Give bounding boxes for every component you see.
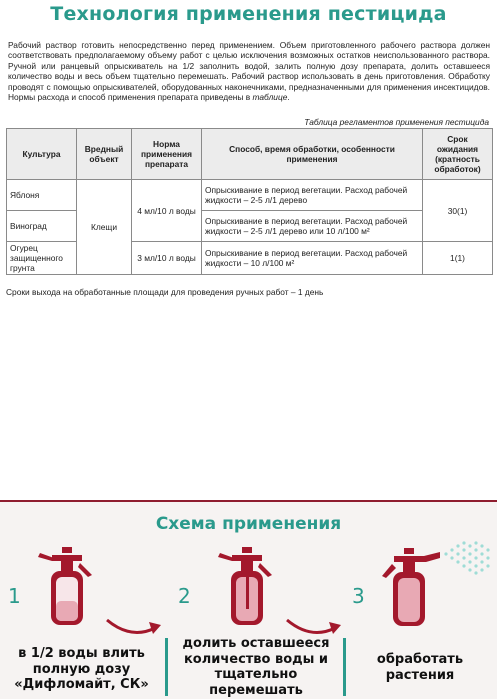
scheme-title: Схема применения [155, 514, 342, 534]
header-wait: Срок ожидания (кратность обработок) [423, 129, 493, 180]
step-text-2: долить оставшееся количество воды и тщательно перемешать [182, 636, 330, 698]
step-text-1: в 1/2 воды влить полную дозу «Дифломайт, СК» [14, 646, 149, 692]
cell-method: Опрыскивание в период вегетации. Расход рабочей жидкости – 10 л/100 м² [202, 242, 423, 275]
cell-culture: Яблоня [7, 180, 77, 211]
cell-method: Опрыскивание в период вегетации. Расход рабочей жидкости – 2-5 л/1 дерево [202, 180, 423, 211]
header-norm: Норма применения препарата [132, 129, 202, 180]
arrow-right-icon [105, 612, 165, 640]
cell-wait: 30(1) [423, 180, 493, 242]
intro-text: Рабочий раствор готовить непосредственно перед применением. Объем приготовленного рабочего раствора должен соответствовать предполагаемому объему работ с целью исключения возможных остатков неиспользованного раствора. Ручной или ранцевый опрыскиватель на 1/2 заполнить водой, залить полную дозу препарата, долить оставшееся количество воды и весь объем тщательно перемешать. Рабочий раствор использовать в день приготовления. Обработку проводят с помощью опрыскивателей, оборудованных наконечниками, предназначенными для применения инсектицидов. Нормы расхода и способ применения препарата приведены в [8, 40, 490, 103]
sprayer-icon [210, 545, 290, 627]
sprayer-icon [30, 545, 110, 627]
table-caption: Таблица регламентов применения пестицида [304, 117, 489, 127]
page-title: Технология применения пестицида [50, 3, 447, 25]
step-separator [165, 638, 168, 696]
header-culture: Культура [7, 129, 77, 180]
step-number-2: 2 [178, 584, 191, 608]
intro-paragraph [8, 40, 490, 102]
intro-table-ref: таблице [252, 92, 288, 103]
step-number-3: 3 [352, 584, 365, 608]
step-separator [343, 638, 346, 696]
header-pest: Вредный объект [77, 129, 132, 180]
header-method: Способ, время обработки, особенности применения [202, 129, 423, 180]
table-row [7, 180, 493, 211]
cell-wait: 1(1) [423, 242, 493, 275]
step-number-1: 1 [8, 584, 21, 608]
spraying-sprayer-icon [378, 540, 493, 628]
mist-icon [444, 541, 489, 574]
cell-norm: 4 мл/10 л воды [132, 180, 202, 242]
cell-pest: Клещи [77, 180, 132, 275]
regulation-table [6, 128, 493, 275]
cell-culture: Огурец защищенного грунта [7, 242, 77, 275]
cell-method: Опрыскивание в период вегетации. Расход рабочей жидкости – 2-5 л/1 дерево или 10 л/100 м² [202, 211, 423, 242]
panel-divider [0, 500, 497, 502]
note-text: Сроки выхода на обработанные площади для проведения ручных работ – 1 день [6, 287, 324, 297]
step-text-3: обработать растения [376, 652, 464, 683]
table-header-row [7, 129, 493, 180]
cell-norm: 3 мл/10 л воды [132, 242, 202, 275]
cell-culture: Виноград [7, 211, 77, 242]
intro-end: . [287, 92, 290, 103]
